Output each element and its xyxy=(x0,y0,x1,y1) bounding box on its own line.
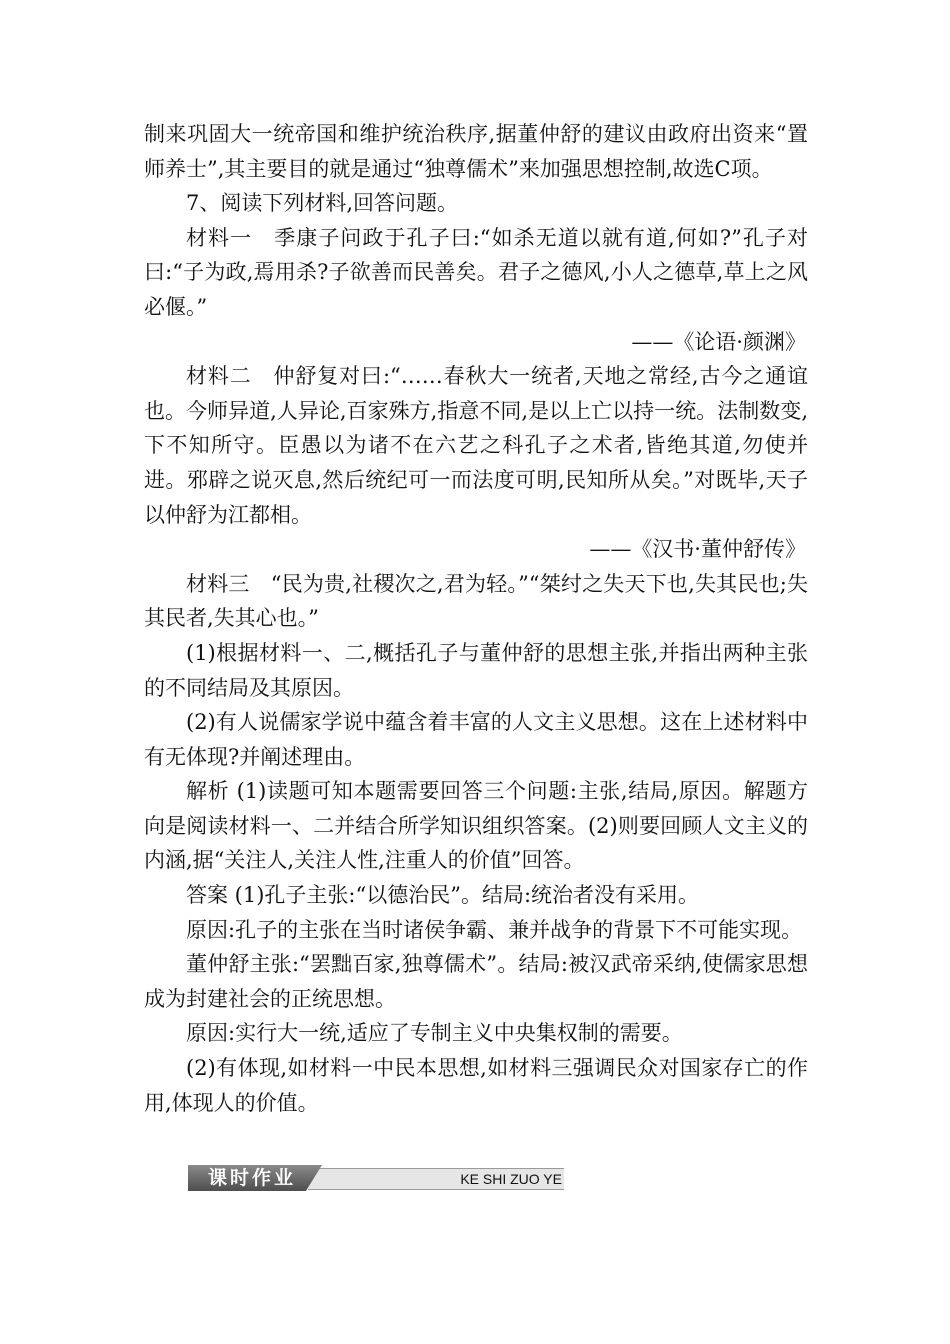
answer-part-1: 答案 (1)孔子主张:“以德治民”。结局:统治者没有采用。 xyxy=(186,883,700,908)
document-body xyxy=(144,117,808,1120)
paragraph-continuation: 制来巩固大一统帝国和维护统治秩序,据董仲舒的建议由政府出资来“置师养士”,其主要目的就是通过“独尊儒术”来加强思想控制,故选C项。 xyxy=(144,122,808,181)
answer-dong-zhongshu: 董仲舒主张:“罢黜百家,独尊儒术”。结局:被汉武帝采纳,使儒家思想成为封建社会的正统思想。 xyxy=(144,952,808,1011)
material-three: 材料三 “民为贵,社稷次之,君为轻。”“桀纣之失天下也,失其民也;失其民者,失其心也。” xyxy=(144,571,808,631)
banner-bar xyxy=(308,1168,564,1190)
material-one-source: ——《论语·颜渊》 xyxy=(631,329,806,354)
banner-subtitle: KE SHI ZUO YE xyxy=(460,1171,562,1187)
material-two: 材料二 仲舒复对曰:“……春秋大一统者,天地之常经,古今之通谊也。今师异道,人异论,百家殊方,指意不同,是以上亡以持一统。法制数变,下不知所守。臣愚以为诸不在六艺之科孔子之术者,皆绝其道,勿使并进。邪辟之说灭息,然后统纪可一而法度可明,民知所从矣。”对既毕,天子以仲舒为江都相。 xyxy=(144,364,808,527)
question-part-1: (1)根据材料一、二,概括孔子与董仲舒的思想主张,并指出两种主张的不同结局及其原因。 xyxy=(144,640,808,700)
material-two-source: ——《汉书·董仲舒传》 xyxy=(589,537,806,562)
answer-reason-confucius: 原因:孔子的主张在当时诸侯争霸、兼并战争的背景下不可能实现。 xyxy=(186,917,803,942)
answer-part-2: (2)有体现,如材料一中民本思想,如材料三强调民众对国家存亡的作用,体现人的价值。 xyxy=(144,1056,808,1115)
answer-reason-dong: 原因:实行大一统,适应了专制主义中央集权制的需要。 xyxy=(186,1021,683,1046)
analysis: 解析 (1)读题可知本题需要回答三个问题:主张,结局,原因。解题方向是阅读材料一、二并结合所学知识组织答案。(2)则要回顾人文主义的内涵,据“关注人,关注人性,注重人的价值”回答。 xyxy=(144,779,808,873)
material-one: 材料一 季康子问政于孔子曰:“如杀无道以就有道,何如?”孔子对曰:“子为政,焉用杀?子欲善而民善矣。君子之德风,小人之德草,草上之风必偃。” xyxy=(144,225,808,319)
question-part-2: (2)有人说儒家学说中蕴含着丰富的人文主义思想。这在上述材料中有无体现?并阐述理由。 xyxy=(144,710,808,769)
question-7-intro: 7、阅读下列材料,回答问题。 xyxy=(186,191,459,216)
banner-title: 课时作业 xyxy=(208,1167,297,1189)
section-banner xyxy=(188,1165,564,1191)
